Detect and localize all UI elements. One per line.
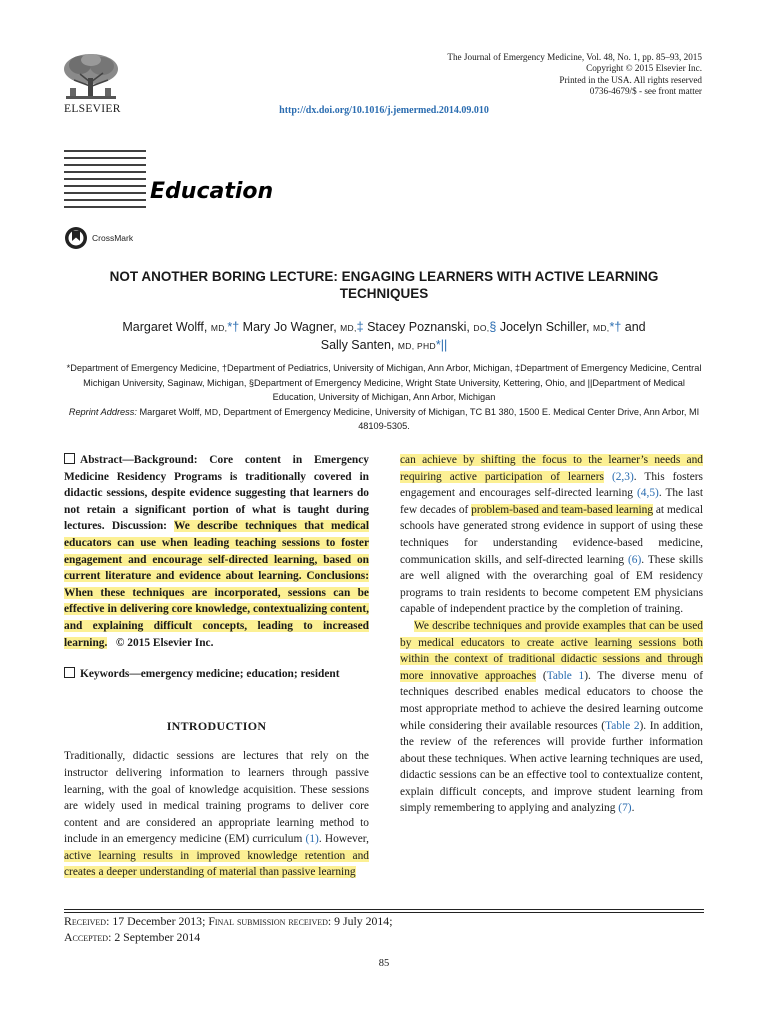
- article-title: NOT ANOTHER BORING LECTURE: ENGAGING LEARNERS WITH ACTIVE LEARNING TECHNIQUES: [109, 269, 659, 301]
- introduction-heading: INTRODUCTION: [166, 718, 267, 733]
- reprint-label: Reprint Address:: [68, 406, 137, 417]
- accepted-date: 2 September 2014: [114, 929, 201, 944]
- page-number: 85: [378, 958, 390, 969]
- journal-info: [447, 52, 702, 97]
- author-name: Mary Jo Wagner,: [242, 320, 337, 334]
- intro-highlight: We describe techniques and provide examples that can be used by medical educators to create active learning sessions both within the context of traditional didactic sessions and through more innovative approaches: [400, 619, 703, 682]
- author-degree: MD,: [592, 323, 610, 333]
- intro-text: .: [631, 802, 635, 815]
- citation-link[interactable]: (6): [628, 553, 642, 566]
- citation-link[interactable]: (1): [305, 833, 319, 846]
- journal-citation: The Journal of Emergency Medicine, Vol. 48, No. 1, pp. 85–93, 2015: [447, 52, 702, 62]
- author-affiliation-mark[interactable]: ‡: [356, 320, 364, 334]
- section-label: Education: [150, 179, 274, 204]
- author-name: Jocelyn Schiller,: [499, 320, 590, 334]
- elsevier-tree-logo: [60, 52, 122, 102]
- received-label: Received:: [64, 914, 110, 928]
- left-column: [64, 452, 369, 881]
- final-date: 9 July 2014;: [334, 914, 393, 928]
- intro-highlight: active learning results in improved knowledge retention and creates a deeper understanding of material than passive learning: [64, 849, 369, 879]
- abstract-copyright: © 2015 Elsevier Inc.: [115, 636, 214, 649]
- author-list: [64, 319, 704, 355]
- received-date: 17 December 2013;: [112, 914, 206, 928]
- author-separator: and: [624, 320, 646, 334]
- affiliations-block: [64, 361, 704, 434]
- table-link[interactable]: Table 1: [546, 669, 585, 682]
- author-degree: MD,: [210, 323, 228, 333]
- footer-rule: [64, 912, 704, 913]
- rights-line: Printed in the USA. All rights reserved: [559, 74, 702, 85]
- reprint-degree: MD: [204, 406, 219, 417]
- author-degree: MD,: [340, 323, 357, 333]
- intro-text: ). The diverse menu of techniques described enables medical educators to choose the most appropriate method to achieve the desired learning outcome while considering their available resources (: [400, 669, 703, 732]
- citation-link[interactable]: (4,5): [636, 487, 659, 500]
- intro-text: . However,: [318, 833, 369, 846]
- citation-link[interactable]: (7): [618, 802, 632, 815]
- author-degree: DO,: [473, 323, 490, 333]
- crossmark-label: CrossMark: [92, 233, 134, 243]
- affiliations-text: *Department of Emergency Medicine, †Department of Pediatrics, University of Michigan, Ann Arbor, Michigan, ‡Department of Emergency Medicine, Central Michigan University, Saginaw, Michigan, §Department of Emergency Medicine, Wright State University, Kettering, Ohio, and ||Department of Medical Education, University of Michigan, Ann Arbor, Michigan: [66, 363, 702, 402]
- abstract-box-icon: [64, 453, 75, 464]
- intro-text: at medical schools have generated strong evidence in support of using these techniques for understanding evidence-based medicine, communication skills, and self-directed learning: [400, 503, 703, 566]
- intro-highlight-continued: can achieve by shifting the focus to the learner’s needs and requiring active participation of learners: [400, 454, 703, 483]
- abstract-highlight: We describe techniques that medical educators can use when leading teaching sessions to foster engagement and encourage self-directed learning, based on current literature and evidence about learning. Conclusions: When these techniques are incorporated, sessions can be effective in delivering core knowledge, contextualizing content, and explaining difficult concepts, leading to increased learning.: [64, 520, 369, 649]
- reprint-name: Margaret Wolff,: [139, 406, 202, 417]
- reprint-address-text: , Department of Emergency Medicine, University of Michigan, TC B1 380, 1500 E. Medical Center Drive, Ann Arbor, MI 48109-5305.: [218, 406, 700, 431]
- reprint-address: [64, 405, 704, 434]
- intro-text: . This fosters engagement and encourages self-directed learning: [400, 470, 703, 500]
- introduction-paragraph-1: [64, 748, 369, 881]
- intro-text: ). In addition, the review of the references will provide further information about these techniques. When active learning techniques are used, didactic sessions can be an effective tool to contextualize content, explain difficult concepts, and improve student learning from simply remembering to applying and analyzing: [400, 719, 703, 815]
- footer-rule: [64, 909, 704, 910]
- intro-text: . These skills are well aligned with the overarching goal of EM residency programs to train residents to become competent EM physicians capable of independent practice by the completion of training.: [400, 553, 704, 616]
- author-degree: MD, PHD: [397, 341, 436, 351]
- received-line: [64, 914, 392, 930]
- keywords: [64, 666, 369, 683]
- crossmark-icon: [64, 226, 88, 250]
- abstract: [64, 452, 369, 651]
- author-affiliation-mark[interactable]: §: [489, 320, 497, 334]
- article-history: [64, 914, 392, 945]
- introduction-paragraph-1-continued: [400, 452, 703, 618]
- author-name: Margaret Wolff,: [122, 320, 208, 334]
- author-affiliation-mark[interactable]: *†: [227, 320, 240, 334]
- table-link[interactable]: Table 2: [605, 719, 640, 732]
- accepted-line: [64, 930, 392, 946]
- intro-text: Traditionally, didactic sessions are lectures that rely on the instructor delivering information to learners through passive learning, with the goal of knowledge acquisition. These sessions are widely used in medical training programs to deliver core content and are considered an appropriate learning method to include in an emergency medicine (EM) curriculum: [64, 750, 369, 846]
- keywords-box-icon: [64, 667, 75, 678]
- publisher-name: ELSEVIER: [64, 103, 121, 115]
- issn-line: 0736-4679/$ - see front matter: [589, 85, 702, 96]
- accepted-label: Accepted:: [64, 929, 112, 944]
- intro-text: . The last few decades of: [400, 487, 703, 516]
- citation-link[interactable]: (2,3): [611, 470, 634, 483]
- copyright-line: Copyright © 2015 Elsevier Inc.: [586, 63, 702, 74]
- keywords-text: Keywords—emergency medicine; education; resident: [80, 668, 340, 681]
- section-banner-lines: [64, 150, 146, 212]
- right-column: [400, 452, 703, 817]
- introduction-paragraph-2: We describe techniques and provide examples that can be used by medical educators to create active learning sessions both within the context of traditional didactic sessions and through more innovative approaches (Table 1). The diverse menu of techniques described enables medical educators to choose the most appropriate method to achieve the desired learning outcome while considering their available resources (Table 2). In addition, the review of the references will provide further information about these techniques. When active learning techniques are used, didactic sessions can be an effective tool to contextualize content, explain difficult concepts, and improve student learning from simply remembering to applying and analyzing (7).: [400, 619, 703, 815]
- doi-link[interactable]: http://dx.doi.org/10.1016/j.jemermed.2014.09.010: [279, 105, 489, 116]
- intro-highlight: problem-based and team-based learning: [471, 503, 654, 516]
- abstract-background: Abstract—Background: Core content in Emergency Medicine Residency Programs is traditionally covered in didactic sessions, despite evidence suggesting that learners do not retain a significant portion of what is taught during lectures. Discussion:: [64, 454, 369, 533]
- crossmark-badge[interactable]: [64, 225, 133, 251]
- final-label: Final submission received:: [208, 914, 332, 928]
- author-name: Sally Santen,: [320, 338, 395, 352]
- author-name: Stacey Poznanski,: [367, 320, 470, 334]
- author-affiliation-mark[interactable]: *||: [435, 338, 448, 352]
- author-affiliation-mark[interactable]: *†: [609, 320, 622, 334]
